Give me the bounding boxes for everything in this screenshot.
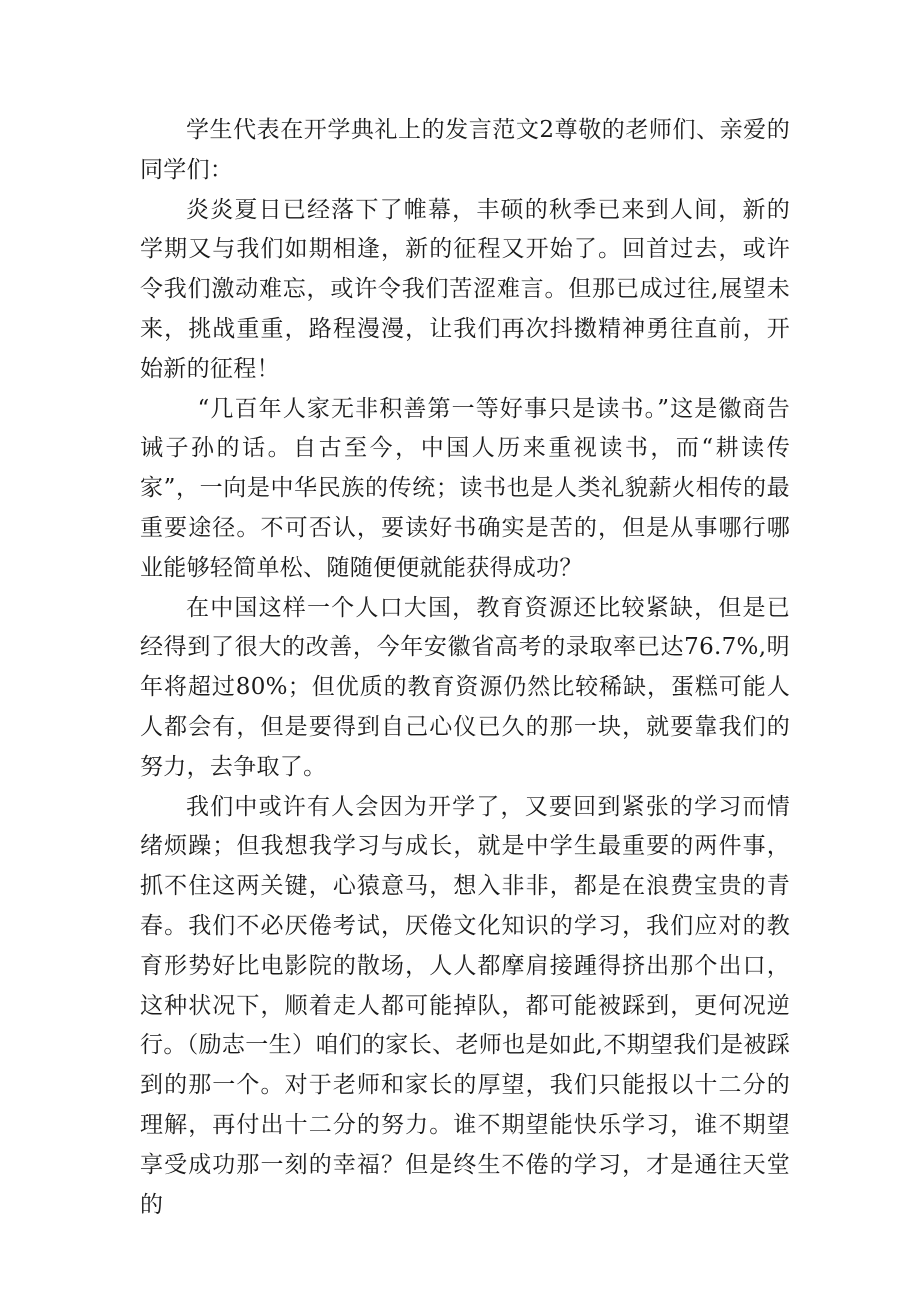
paragraph: 我们中或许有人会因为开学了，又要回到紧张的学习而情绪烦躁；但我想我学习与成长，就是中学生最重要的两件事，抓不住这两关键，心猿意马，想入非非，都是在浪费宝贵的青春。我们不必厌倦考试，厌倦文化知识的学习，我们应对的教育形势好比电影院的散场，人人都摩肩接踵得挤出那个出口，这种状况下，顺着走人都可能掉队，都可能被踩到，更何况逆行。（励志一生）咱们的家长、老师也是如此,不期望我们是被踩到的那一个。对于老师和家长的厚望，我们只能报以十二分的理解，再付出十二分的努力。谁不期望能快乐学习，谁不期望享受成功那一刻的幸福？但是终生不倦的学习，才是通往天堂的 [140, 793, 790, 1218]
paragraph: 在中国这样一个人口大国，教育资源还比较紧缺，但是已经得到了很大的改善，今年安徽省高考的录取率已达76.7%,明年将超过80%；但优质的教育资源仍然比较稀缺，蛋糕可能人人都会有，但是要得到自己心仪已久的那一块，就要靠我们的努力，去争取了。 [140, 594, 790, 780]
paragraph-quote: “几百年人家无非积善第一等好事只是读书。”这是徽商告诫子孙的话。自古至今，中国人历来重视读书，而“耕读传家”，一向是中华民族的传统；读书也是人类礼貌薪火相传的最重要途径。不可否认，要读好书确实是苦的，但是从事哪行哪业能够轻简单松、随随便便就能获得成功？ [140, 395, 790, 581]
paragraph: 炎炎夏日已经落下了帷幕，丰硕的秋季已来到人间，新的学期又与我们如期相逢，新的征程又开始了。回首过去，或许令我们激动难忘，或许令我们苦涩难言。但那已成过往,展望未来，挑战重重，路程漫漫，让我们再次抖擞精神勇往直前，开始新的征程！ [140, 196, 790, 382]
paragraph-title: 学生代表在开学典礼上的发言范文2尊敬的老师们、亲爱的同学们： [140, 117, 790, 183]
document-page [140, 111, 790, 1225]
